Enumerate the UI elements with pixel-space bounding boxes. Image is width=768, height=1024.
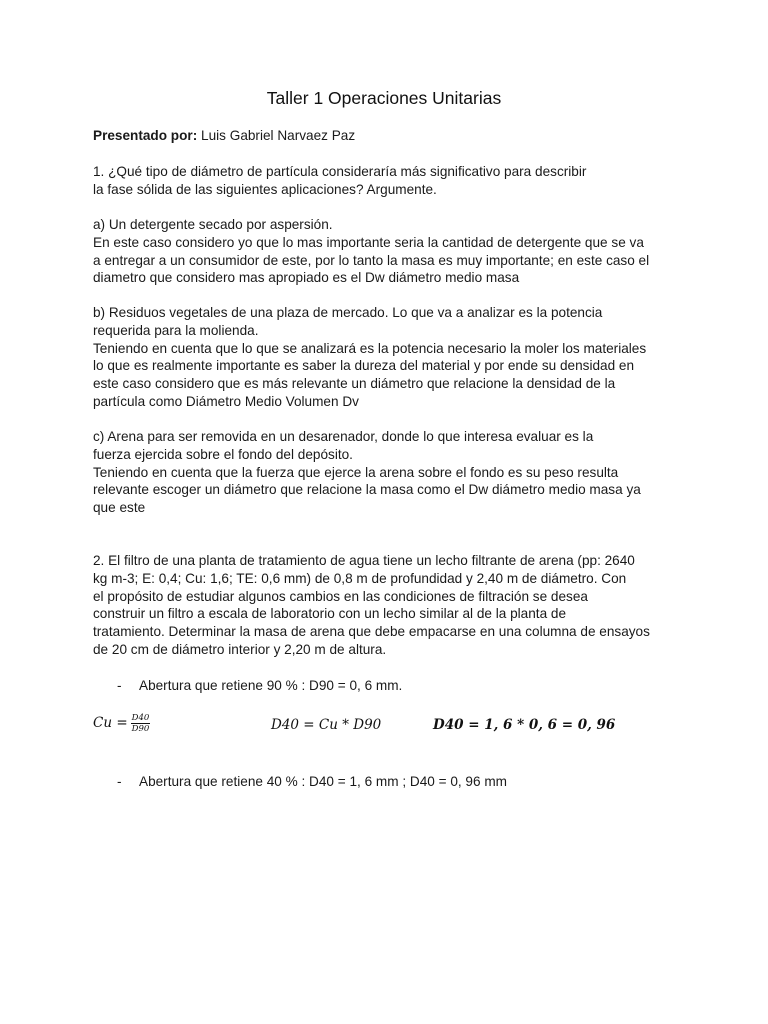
author-line: [93, 127, 683, 145]
bullet-d90: [117, 677, 402, 695]
paragraph-line: a entregar a un consumidor de este, por lo tanto la masa es muy importante; en este caso el: [93, 252, 650, 268]
paragraph-line: de 20 cm de diámetro interior y 2,20 m de altura.: [93, 641, 387, 657]
formula-d40-calculation: D40 = 1, 6 * 0, 6 = 0, 96: [433, 717, 616, 733]
bullet-text: Abertura que retiene 40 % : D40 = 1, 6 mm ; D40 = 0, 96 mm: [139, 774, 507, 789]
bullet-d40: [117, 773, 507, 791]
bullet-dash: -: [117, 774, 122, 789]
answer-c: [93, 428, 683, 517]
formula-d40-expression: D40 = Cu * D90: [271, 717, 382, 733]
paragraph-line: fuerza ejercida sobre el fondo del depósito.: [93, 446, 353, 462]
paragraph-line: b) Residuos vegetales de una plaza de mercado. Lo que va a analizar es la potencia: [93, 305, 603, 320]
bullet-text: Abertura que retiene 90 % : D90 = 0, 6 mm.: [139, 678, 403, 693]
question-2: [93, 552, 683, 659]
formula-fraction: [131, 713, 151, 734]
answer-b: [93, 304, 683, 411]
paragraph-line: el propósito de estudiar algunos cambios en las condiciones de filtración se desea: [93, 588, 588, 604]
paragraph-line: la fase sólida de las siguientes aplicaciones? Argumente.: [93, 181, 437, 197]
paragraph-line: requerida para la molienda.: [93, 322, 259, 338]
formula-cu: [93, 713, 150, 734]
paragraph-line: diametro que considero mas apropiado es el Dw diámetro medio masa: [93, 270, 520, 286]
fraction-numerator: D40: [131, 713, 150, 723]
paragraph-line: que este: [93, 500, 146, 516]
author-name: Luis Gabriel Narvaez Paz: [197, 128, 356, 143]
document-title: Taller 1 Operaciones Unitarias: [266, 88, 502, 108]
bullet-dash: -: [117, 678, 122, 693]
paragraph-line: 2. El filtro de una planta de tratamiento de agua tiene un lecho filtrante de arena (pp: 2640: [93, 553, 635, 568]
paragraph-line: c) Arena para ser removida en un desarenador, donde lo que interesa evaluar es la: [93, 429, 594, 444]
paragraph-line: partícula como Diámetro Medio Volumen Dv: [93, 393, 359, 409]
paragraph-line: este caso considero que es más relevante un diámetro que relacione la densidad de la: [93, 376, 616, 392]
paragraph-line: Teniendo en cuenta que lo que se analizará es la potencia necesario la moler los materiales: [93, 340, 647, 356]
answer-a: [93, 216, 683, 287]
paragraph-line: tratamiento. Determinar la masa de arena que debe empacarse en una columna de ensayos: [93, 624, 650, 640]
paragraph-line: Teniendo en cuenta que la fuerza que ejerce la arena sobre el fondo es su peso resulta: [93, 464, 619, 480]
fraction-denominator: D90: [131, 724, 150, 734]
paragraph-line: a) Un detergente secado por aspersión.: [93, 217, 333, 232]
paragraph-line: 1. ¿Qué tipo de diámetro de partícula consideraría más significativo para describir: [93, 164, 587, 179]
question-1: [93, 163, 683, 199]
paragraph-line: construir un filtro a escala de laboratorio con un lecho similar al de la planta de: [93, 606, 567, 622]
paragraph-line: kg m-3; E: 0,4; Cu: 1,6; TE: 0,6 mm) de 0,8 m de profundidad y 2,40 m de diámetro. Con: [93, 570, 627, 586]
author-label: Presentado por:: [93, 128, 198, 143]
paragraph-line: En este caso considero yo que lo mas importante seria la cantidad de detergente que se va: [93, 234, 644, 250]
paragraph-line: relevante escoger un diámetro que relacione la masa como el Dw diámetro medio masa ya: [93, 482, 641, 498]
formula-cu-lhs: Cu =: [93, 715, 128, 731]
paragraph-line: lo que es realmente importante es saber la dureza del material y por ende su densidad en: [93, 358, 635, 374]
